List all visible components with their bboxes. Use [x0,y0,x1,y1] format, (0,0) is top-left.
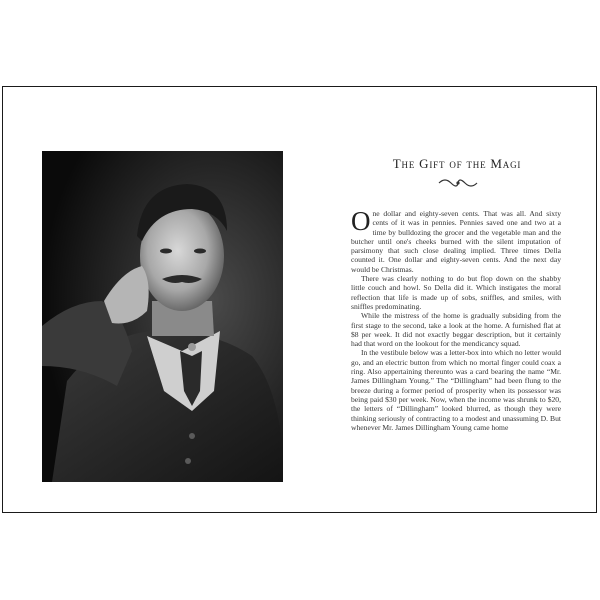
paragraph-text: ne dollar and eighty-seven cents. That was all. And sixty cents of it was in pennies. Pennies saved one and two at a time by bulldozing the grocer and the vegetable man and the butcher until one's cheeks burned with the silent imputation of parsimony that such close dealing implied. Three times Della counted it. One dollar and eighty-seven cents. And the next day would be Christmas. [351,209,561,274]
story-body [351,209,561,481]
paragraph: There was clearly nothing to do but flop down on the shabby little couch and howl. So Della did it. Which instigates the moral reflection that life is made up of sobs, sniffles, and smiles, with sniffles predominating. [351,274,561,311]
chapter-title: The Gift of the Magi [392,156,522,171]
paragraph: While the mistress of the home is gradually subsiding from the first stage to the second, take a look at the home. A furnished flat at $8 per week. It did not exactly beggar description, but it certainly had that word on the lookout for the mendicancy squad. [351,311,561,349]
author-portrait [42,151,283,482]
ornament-flourish-icon [437,177,479,189]
paragraph: In the vestibule below was a letter-box into which no letter would go, and an electric button from which no mortal finger could coax a ring. Also appertaining thereunto was a card bearing the name “Mr. James Dillingham Young.” The “Dillingham” had been flung to the breeze during a former period of prosperity when its possessor was being paid $30 per week. Now, when the income was shrunk to $20, the letters of “Dillingham” looked blurred, as though they were thinking seriously of contracting to a modest and unassuming D. But whenever Mr. James Dillingham Young came home [351,348,561,432]
book-spread [2,86,597,513]
portrait-image [42,151,283,482]
paragraph [351,209,561,274]
drop-cap: O [351,209,371,236]
